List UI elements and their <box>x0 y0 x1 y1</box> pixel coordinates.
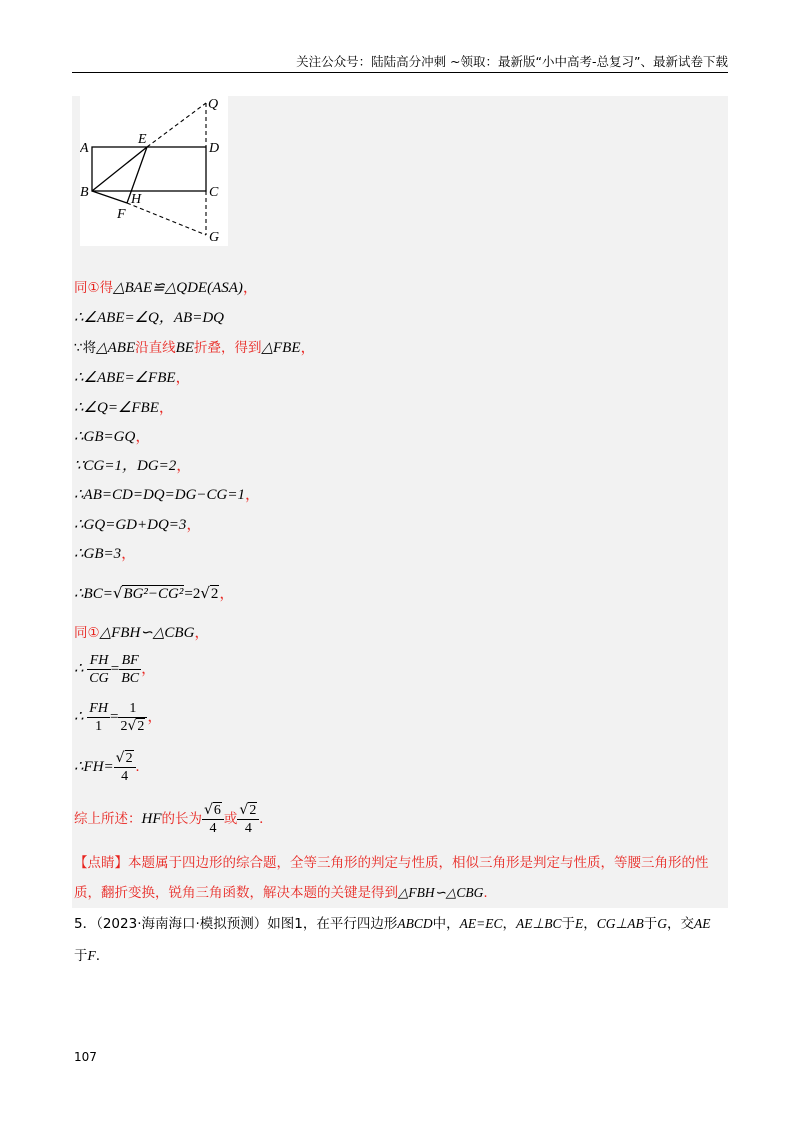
page-number: 107 <box>74 1050 97 1064</box>
segment-bf <box>92 191 127 203</box>
comment-formula: △FBH∽△CBG <box>398 885 484 900</box>
label-g: G <box>209 230 220 245</box>
solution-line-9: ∴GQ=GD+DQ=3， <box>74 517 202 533</box>
label-a: A <box>80 141 89 156</box>
comment-paragraph: 【点睛】本题属于四边形的综合题，全等三角形的判定与性质，相似三角形是判定与性质，等腰三角形的性质，翻折变换，锐角三角函数，解决本题的关键是得到△FBH∽△CBG. <box>74 855 709 901</box>
solution-line-1: 同①得△BAE≌△QDE(ASA)， <box>74 280 258 296</box>
solution-line-12: 同①△FBH∽△CBG， <box>74 625 210 641</box>
geometry-figure <box>80 96 228 246</box>
dashed-eq <box>147 103 206 147</box>
solution-line-8: ∴AB=CD=DQ=DG−CG=1， <box>74 487 260 503</box>
fraction-root2-4b: $\frac{√2}{4}$ <box>237 802 259 837</box>
solution-line-10: ∴GB=3， <box>74 546 137 562</box>
solution-line-13: ∴ $\frac{FH}{CG}$ = $\frac{BF}{BC}$ ， <box>74 653 157 686</box>
label-q: Q <box>208 97 219 112</box>
geometry-figure-svg <box>80 96 228 246</box>
header-text: 关注公众号：陆陆高分冲刺 ~领取：最新版“小中高考-总复习”、最新试卷下载 <box>296 54 728 69</box>
fraction-bf-bc: $\frac{BF}{BC}$ <box>121 653 140 686</box>
solution-line-5: ∴∠Q=∠FBE， <box>74 400 174 416</box>
solution-line-3: ∵将△ABE沿直线BE折叠，得到△FBE， <box>74 340 316 356</box>
label-f: F <box>117 207 126 222</box>
label-d: D <box>209 141 220 156</box>
fraction-root6-4: $\frac{√6}{4}$ <box>202 802 224 837</box>
fraction-root2-4: $\frac{√2}{4}$ <box>114 750 136 785</box>
question-5: 5．（2023·海南海口·模拟预测）如图1，在平行四边形ABCD中，AE=EC，AE⊥BC于E，CG⊥AB于G，交AE于F. <box>74 916 711 964</box>
solution-line-4: ∴∠ABE=∠FBE， <box>74 370 191 386</box>
label-c: C <box>209 185 219 200</box>
fraction-fh-1: $\frac{FH}{1}$ <box>89 701 108 734</box>
fraction-fh-cg: $\frac{FH}{CG}$ <box>89 653 109 686</box>
label-e: E <box>138 132 147 147</box>
solution-line-16: 综上所述：HF的长为 $\frac{√6}{4}$ 或 $\frac{√2}{4}$ . <box>74 802 264 836</box>
page-header <box>72 52 728 72</box>
dashed-fg <box>127 203 206 235</box>
rectangle-abcd <box>92 147 206 191</box>
label-b: B <box>80 185 89 200</box>
solution-line-14: ∴ $\frac{FH}{1}$ = $\frac{1}{2√2}$ ， <box>74 701 163 734</box>
comment-bracket: 【点睛】 <box>74 855 128 871</box>
header-rule <box>72 72 728 73</box>
fraction-1-2root2: $\frac{1}{2√2}$ <box>118 700 147 735</box>
solution-line-15: ∴FH= $\frac{√2}{4}$ . <box>74 750 140 784</box>
label-h: H <box>131 192 142 207</box>
comment-text: 本题属于四边形的综合题，全等三角形的判定与性质，相似三角形是判定与性质，等腰三角形的性质，翻折变换，锐角三角函数，解决本题的关键是得到 <box>74 855 709 901</box>
solution-line-11: ∴BC=√BG²−CG²=2√2， <box>74 584 235 602</box>
solution-line-6: ∴GB=GQ， <box>74 429 151 445</box>
solution-line-7: ∵CG=1，DG=2， <box>74 458 192 474</box>
solution-line-2: ∴∠ABE=∠Q，AB=DQ <box>74 310 224 326</box>
